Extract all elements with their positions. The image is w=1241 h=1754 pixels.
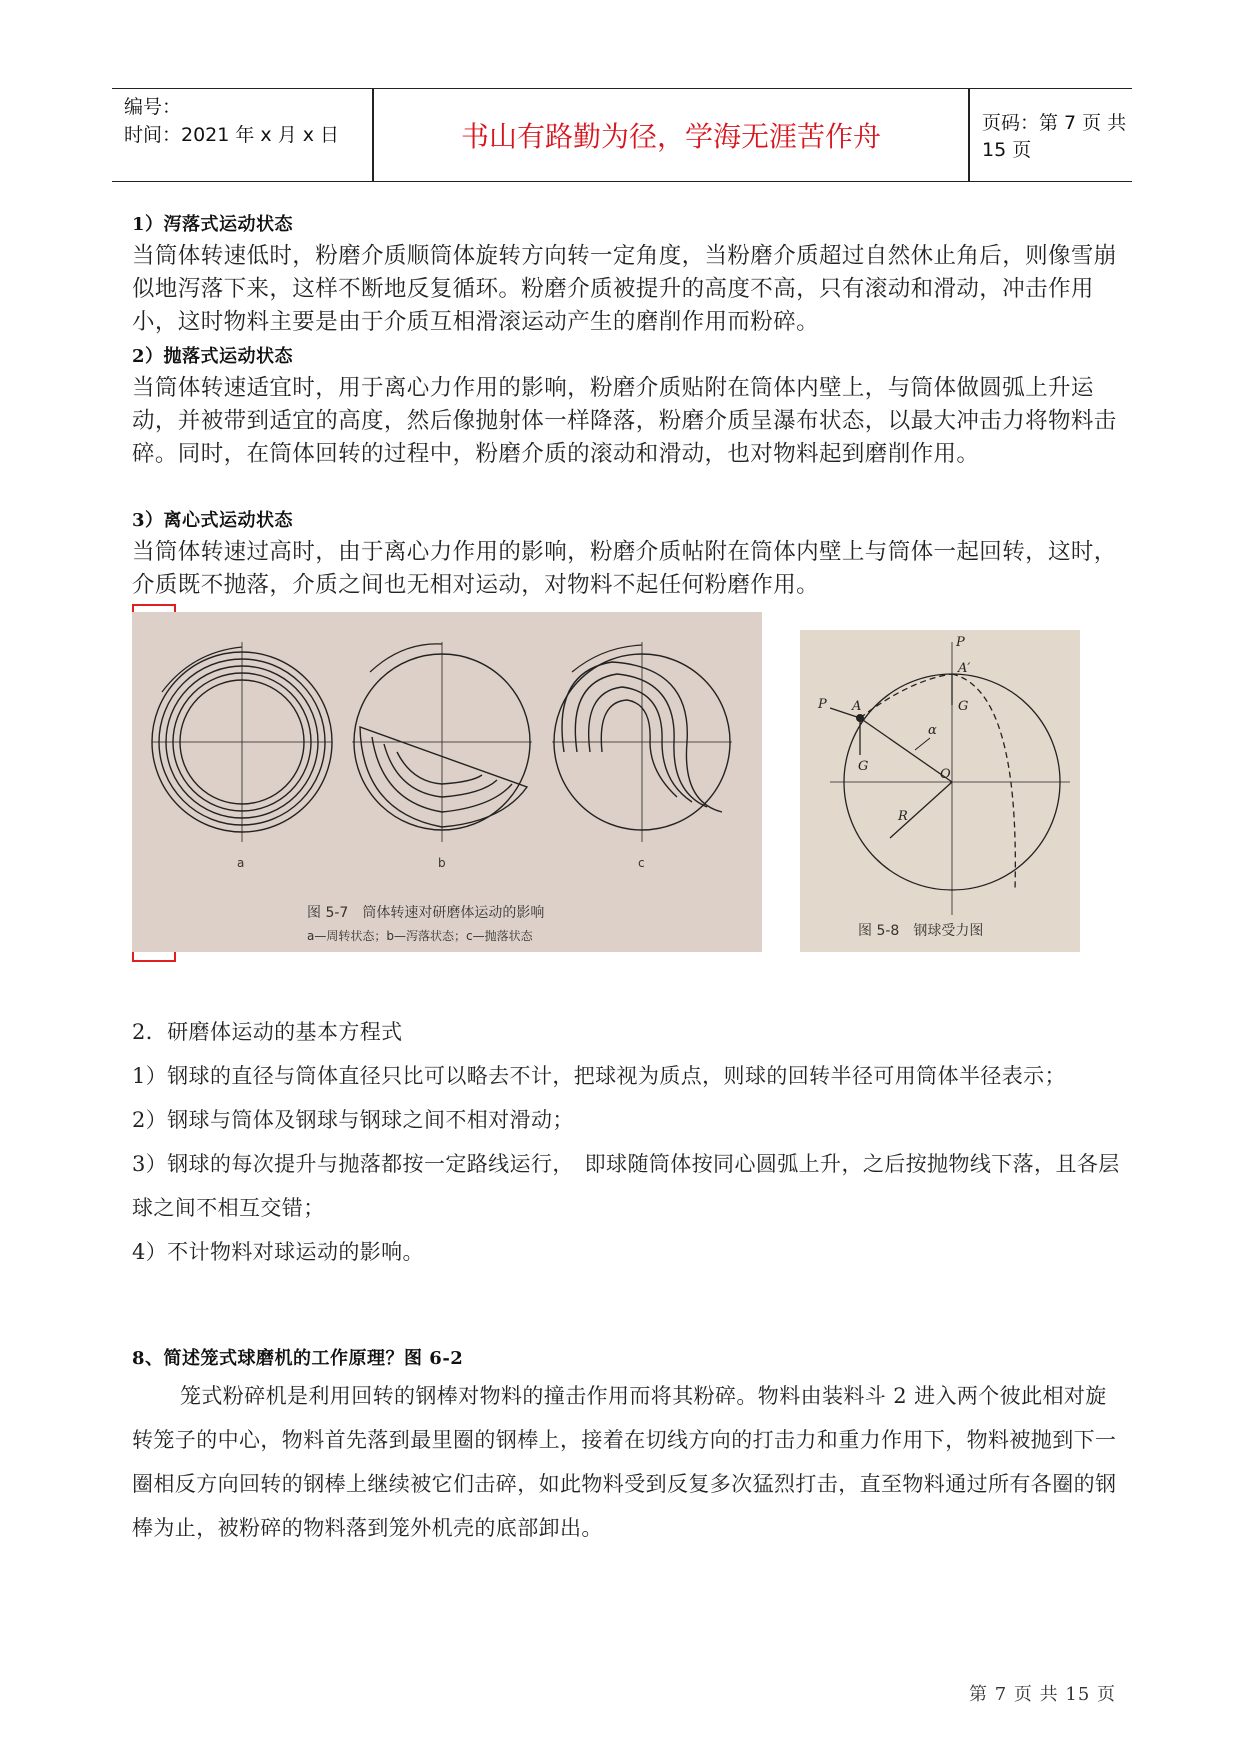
header-motto: 书山有路勤为径，学海无涯苦作舟	[460, 120, 881, 153]
section-text-centrifugal: 当筒体转速过高时，由于离心力作用的影响，粉磨介质帖附在筒体内壁上与筒体一起回转，这时，介质既不抛落，介质之间也无相对运动，对物料不起任何粉磨作用。	[132, 539, 1117, 598]
section-title-cataracting: 2）抛落式运动状态	[132, 346, 294, 367]
assumption-item: 3）钢球的每次提升与抛落都按一定路线运行， 即球随筒体按同心圆弧上升，之后按抛物线下落，且各层球之间不相互交错；	[132, 1152, 1120, 1220]
date-label: 时间：2021 年 x 月 x 日	[124, 124, 340, 146]
label-alpha: α	[928, 723, 937, 738]
figure-caption: 图 5-7 筒体转速对研磨体运动的影响	[307, 905, 545, 921]
figure-label-b: b	[438, 856, 446, 870]
question-8-answer: 笼式粉碎机是利用回转的钢棒对物料的撞击作用而将其粉碎。物料由装料斗 2 进入两个彼此相对旋转笼子的中心，物料首先落到最里圈的钢棒上，接着在切线方向的打击力和重力作用下，物料被抛到下一圈相反方向回转的钢棒上继续被它们击碎，如此物料受到反复多次猛烈打击，直至物料通过所有各圈的钢棒为止，被粉碎的物料落到笼外机壳的底部卸出。	[132, 1384, 1117, 1540]
equations-section	[132, 1010, 1122, 1274]
section-text-cataracting: 当筒体转速适宜时，用于离心力作用的影响，粉磨介质贴附在筒体内壁上，与筒体做圆弧上升运动，并被带到适宜的高度，然后像抛射体一样降落，粉磨介质呈瀑布状态，以最大冲击力将物料击碎。同时，在筒体回转的过程中，粉磨介质的滚动和滑动，也对物料起到磨削作用。	[132, 375, 1117, 467]
label-o: O	[940, 767, 951, 782]
header-page-label: 页码：第 7 页 共 15 页	[982, 112, 1127, 161]
label-r: R	[898, 809, 908, 824]
assumption-item: 2）钢球与筒体及钢球与钢球之间不相对滑动；	[132, 1108, 574, 1132]
question-8-title: 8、简述笼式球磨机的工作原理？图 6-2	[132, 1348, 464, 1369]
section-title-cascading: 1）泻落式运动状态	[132, 214, 294, 235]
figure-label-a: a	[237, 856, 245, 870]
document-header	[112, 88, 1132, 182]
section-text-cascading: 当筒体转速低时，粉磨介质顺筒体旋转方向转一定角度，当粉磨介质超过自然休止角后，则像雪崩似地泻落下来，这样不断地反复循环。粉磨介质被提升的高度不高，只有滚动和滑动，冲击作用小，这时物料主要是由于介质互相滑滚运动产生的磨削作用而粉碎。	[132, 243, 1117, 335]
assumption-item: 4）不计物料对球运动的影响。	[132, 1240, 424, 1264]
number-label: 编号：	[124, 96, 182, 118]
label-a-prime: A′	[958, 661, 971, 676]
label-g-top: G	[958, 699, 969, 714]
header-divider	[968, 89, 970, 181]
label-a: A	[852, 699, 862, 714]
header-meta	[124, 93, 374, 149]
equations-heading: 2．研磨体运动的基本方程式	[132, 1020, 403, 1044]
section-title-centrifugal: 3）离心式运动状态	[132, 510, 294, 531]
figure-subcaption: a—周转状态；b—泻落状态；c—抛落状态	[307, 929, 533, 943]
figure-5-8-drawing	[800, 630, 1080, 952]
label-p-top: P	[956, 635, 965, 650]
figure-ball-force-diagram	[800, 630, 1080, 952]
label-p-left: P	[818, 697, 827, 712]
figure-grinding-media-motion	[132, 612, 762, 952]
figure-caption: 图 5-8 钢球受力图	[858, 923, 984, 939]
figure-label-c: c	[638, 856, 645, 870]
page-footer: 第 7 页 共 15 页	[969, 1684, 1116, 1705]
assumption-item: 1）钢球的直径与筒体直径只比可以略去不计，把球视为质点，则球的回转半径可用筒体半径表示；	[132, 1064, 1066, 1088]
figure-5-7-drawing	[132, 612, 762, 952]
label-g: G	[858, 759, 869, 774]
